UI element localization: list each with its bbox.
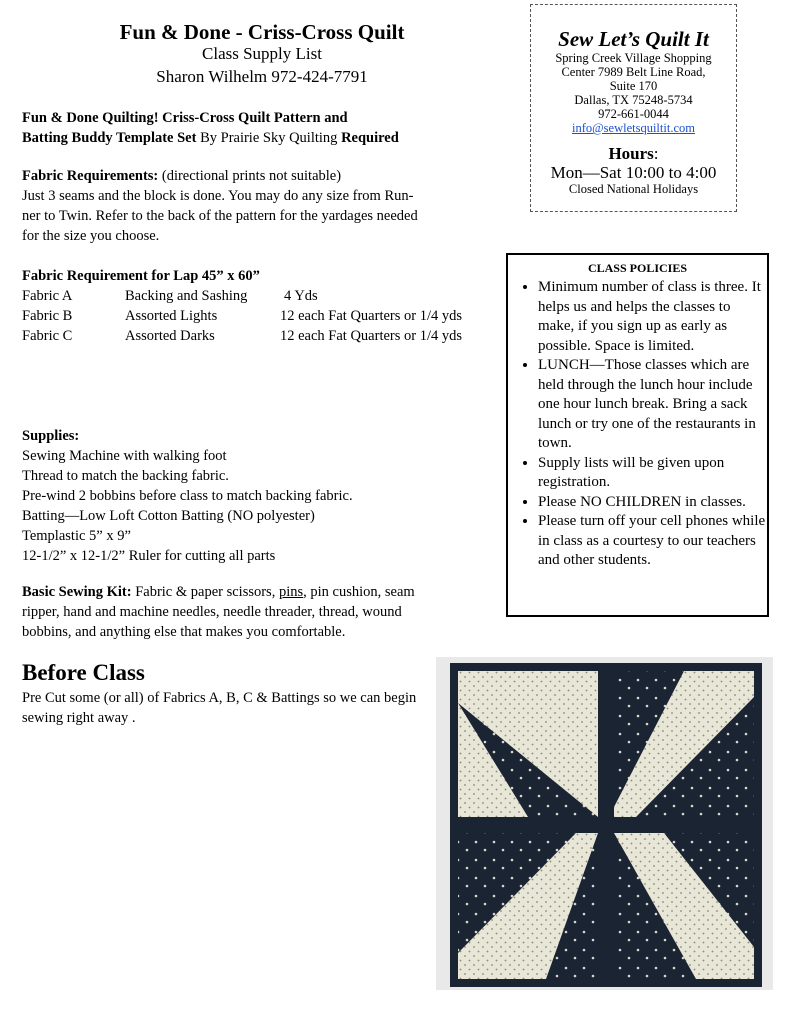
- policy-item: • Please turn off your cell phones while in class as a courtesy to our teachers and other students.: [538, 512, 767, 571]
- quilt-block-photo: [436, 657, 773, 990]
- page-subtitle: Class Supply List: [202, 44, 322, 63]
- closed-note: Closed National Holidays: [568, 182, 699, 196]
- kit-text: Fabric & paper scissors,: [131, 584, 279, 600]
- page-title: Fun & Done - Criss-Cross Quilt: [119, 20, 405, 44]
- store-email-link[interactable]: info@sewletsquiltit.com: [572, 121, 695, 135]
- kit-text-line: ripper, hand and machine needles, needle threader, thread, wound: [22, 604, 402, 620]
- kit-text-line: bobbins, and anything else that makes you comfortable.: [22, 624, 346, 640]
- fabric-name: Fabric C: [22, 328, 73, 344]
- policy-item: • LUNCH—Those classes which are held through the lunch hour include one hour lunch break. Bring a sack lunch or try one of the restaurants in town.: [538, 356, 767, 454]
- supply-item: Templastic 5” x 9”: [22, 528, 131, 544]
- before-class-text: Pre Cut some (or all) of Fabrics A, B, C & Battings so we can begin sewing right away .: [22, 690, 417, 726]
- pattern-line-1: Fun & Done Quilting! Criss-Cross Quilt Pattern and: [22, 110, 348, 126]
- fabric-table: [22, 286, 502, 346]
- store-address-line: Dallas, TX 75248-5734: [574, 93, 693, 107]
- before-class-heading: Before Class: [22, 660, 145, 685]
- supply-item: Batting—Low Loft Cotton Batting (NO polyester): [22, 508, 315, 524]
- store-phone: 972-661-0044: [598, 107, 669, 121]
- store-hours: Mon—Sat 10:00 to 4:00: [550, 163, 717, 182]
- fabric-type: Backing and Sashing: [125, 288, 248, 304]
- pattern-publisher: By Prairie Sky Quilting: [196, 130, 342, 146]
- store-address-line: Spring Creek Village Shopping: [555, 51, 712, 65]
- table-row: [22, 306, 502, 326]
- store-info-box: [530, 4, 737, 212]
- policy-item: • Please NO CHILDREN in classes.: [538, 493, 767, 513]
- policies-title: CLASS POLICIES: [587, 261, 688, 275]
- supply-item: Thread to match the backing fabric.: [22, 468, 229, 484]
- kit-pins: pins: [278, 584, 304, 600]
- table-row: [22, 286, 502, 306]
- hours-heading: Hours:: [608, 144, 659, 163]
- supply-item: Sewing Machine with walking foot: [22, 448, 227, 464]
- table-row: [22, 326, 502, 346]
- pattern-required: Required: [341, 130, 399, 146]
- fabric-text-line: Just 3 seams and the block is done. You may do any size from Run-: [22, 188, 414, 204]
- supplies-heading: Supplies:: [22, 428, 80, 444]
- kit-text: , pin cushion, seam: [303, 584, 415, 600]
- fabric-type: Assorted Darks: [125, 328, 215, 344]
- fabric-name: Fabric A: [22, 288, 73, 304]
- fabric-text-line: for the size you choose.: [22, 228, 160, 244]
- supplies-section: [22, 426, 353, 566]
- sewing-kit-section: [22, 582, 415, 642]
- store-address-line: Suite 170: [609, 79, 658, 93]
- kit-heading: Basic Sewing Kit:: [22, 584, 132, 600]
- fabric-heading: Fabric Requirements:: [22, 168, 159, 184]
- fabric-note: (directional prints not suitable): [158, 168, 342, 184]
- fabric-name: Fabric B: [22, 308, 73, 324]
- supply-item: Pre-wind 2 bobbins before class to match backing fabric.: [22, 488, 353, 504]
- lap-heading: Fabric Requirement for Lap 45” x 60”: [22, 268, 260, 284]
- supply-item: 12-1/2” x 12-1/2” Ruler for cutting all parts: [22, 548, 276, 564]
- policy-item: • Supply lists will be given upon registration.: [538, 454, 767, 493]
- instructor-contact: Sharon Wilhelm 972-424-7791: [156, 67, 368, 86]
- store-address-line: Center 7989 Belt Line Road,: [561, 65, 706, 79]
- class-policies-box: [506, 253, 769, 617]
- pattern-template-set: Batting Buddy Template Set: [22, 130, 197, 146]
- fabric-qty: 12 each Fat Quarters or 1/4 yds: [280, 308, 463, 324]
- fabric-requirements: [22, 166, 418, 246]
- fabric-qty: 4 Yds: [284, 288, 318, 304]
- fabric-text-line: ner to Twin. Refer to the back of the pattern for the yardages needed: [22, 208, 418, 224]
- pattern-requirement: [22, 108, 399, 148]
- hours-label: Hours: [608, 144, 654, 163]
- policy-item: • Minimum number of class is three. It helps us and helps the classes to make, if you sign up as early as possible. Space is limited.: [538, 278, 767, 356]
- fabric-type: Assorted Lights: [125, 308, 218, 324]
- policies-list: [508, 278, 767, 571]
- store-name: Sew Let’s Quilt It: [558, 27, 709, 51]
- fabric-qty: 12 each Fat Quarters or 1/4 yds: [280, 328, 463, 344]
